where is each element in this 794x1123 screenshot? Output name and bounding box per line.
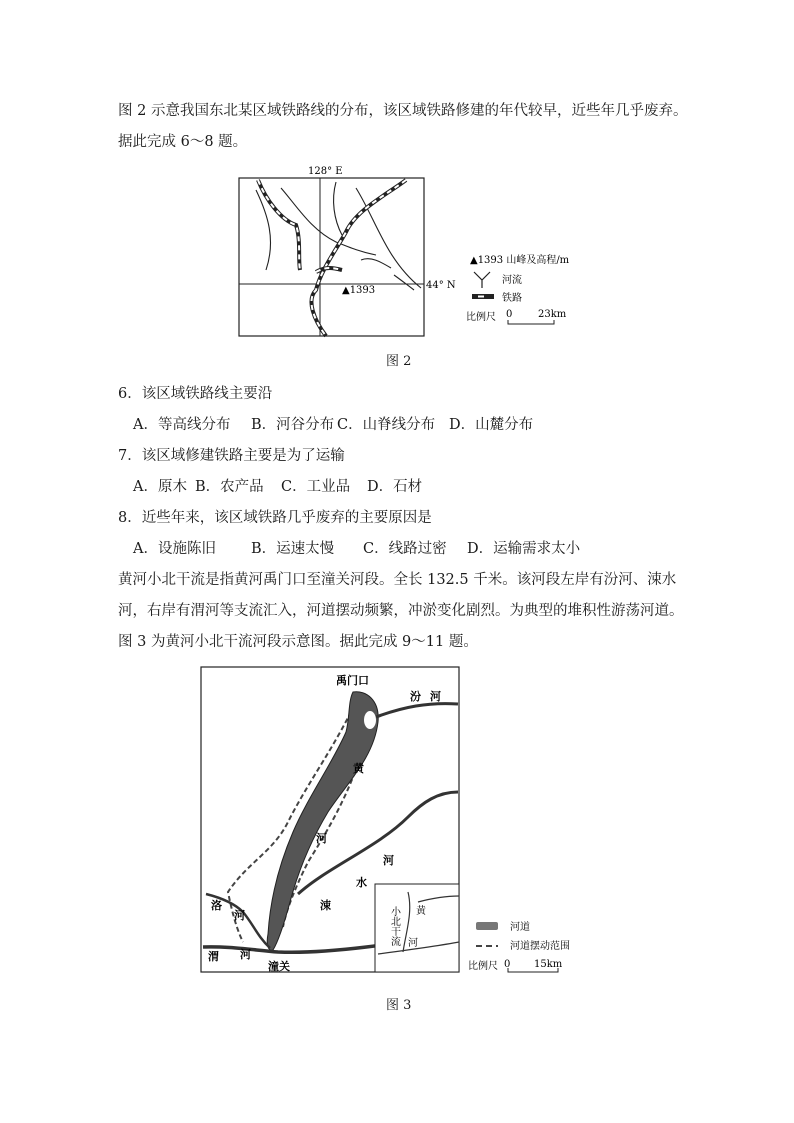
legend-scale-zero-3: 0 (504, 959, 511, 970)
q8-option-c[interactable]: C．线路过密 (363, 541, 447, 557)
inset-label-xbg: 小北干流 (388, 906, 400, 946)
label-su-shui: 水 (356, 876, 367, 889)
q6-option-c[interactable]: C．山脊线分布 (337, 417, 436, 433)
inset-label-huang: 黄 (416, 906, 426, 917)
question-8-stem: 8．近些年来，该区域铁路几乎废弃的主要原因是 (118, 510, 432, 526)
label-wei-he: 河 (240, 948, 251, 961)
label-yumenkou: 禹门口 (336, 674, 369, 687)
q7-option-a[interactable]: A．原木 (133, 479, 187, 495)
label-wei: 渭 (208, 950, 219, 963)
intro-paragraph-2: 黄河小北干流是指黄河禹门口至潼关河段。全长 132.5 千米。该河段左岸有汾河、涑水河，右岸有渭河等支流汇入，河道摆动频繁，冲淤变化剧烈。为典型的堆积性游荡河道。图 3 为黄河小北干流河段示意图。据此完成 9～11 题。 (118, 572, 684, 650)
river-legend-icon (474, 272, 490, 288)
question-7-stem: 7．该区域修建铁路主要是为了运输 (118, 448, 345, 464)
q7-option-d[interactable]: D．石材 (367, 479, 423, 495)
legend-peak: ▲1393 山峰及高程/m (470, 255, 570, 266)
figure-2-legend (466, 253, 570, 324)
legend-scale-label: 比例尺 (466, 312, 496, 323)
legend-scale-label-3: 比例尺 (468, 961, 498, 972)
longitude-label: 128° E (308, 166, 343, 177)
q8-option-a[interactable]: A．设施陈旧 (133, 541, 216, 557)
rivers (256, 182, 421, 290)
label-su: 涑 (320, 899, 331, 912)
q6-option-d[interactable]: D．山麓分布 (449, 417, 534, 433)
legend-river: 河流 (502, 275, 522, 286)
label-luo: 洛 (211, 899, 222, 912)
legend-scale-zero: 0 (506, 309, 513, 320)
question-8-options (133, 539, 580, 559)
label-fen1: 汾 (410, 690, 421, 703)
label-su-he: 河 (383, 854, 394, 867)
legend-swing: 河道摆动范围 (510, 941, 570, 952)
swing-range-left (228, 697, 358, 942)
scale-bar (508, 320, 554, 324)
channel-legend-icon (476, 922, 498, 930)
label-fen2: 河 (430, 690, 441, 703)
figure-2-map (236, 160, 596, 340)
label-luo-he: 河 (234, 909, 245, 922)
inset-label-he: 河 (408, 938, 418, 949)
label-huang: 黄 (353, 762, 364, 775)
figure-2-caption: 图 2 (386, 354, 412, 369)
q7-option-b[interactable]: B．农产品 (195, 479, 264, 495)
inset-map (375, 884, 459, 972)
question-6-options (133, 415, 533, 435)
label-tongguan: 潼关 (268, 960, 290, 973)
question-6-stem: 6．该区域铁路线主要沿 (118, 386, 273, 402)
q8-option-d[interactable]: D．运输需求太小 (467, 541, 581, 557)
q6-option-a[interactable]: A．等高线分布 (133, 417, 231, 433)
latitude-label: 44° N (426, 280, 456, 291)
railways (258, 180, 406, 336)
q7-option-c[interactable]: C．工业品 (281, 479, 351, 495)
figure-3-caption: 图 3 (386, 998, 412, 1013)
question-7-options (133, 477, 422, 497)
intro-paragraph-1: 图 2 示意我国东北某区域铁路线的分布，该区域铁路修建的年代较早，近些年几乎废弃。据此完成 6～8 题。 (118, 103, 688, 150)
legend-scale-value-3: 15km (534, 959, 563, 970)
legend-rail: 铁路 (502, 293, 522, 304)
label-he: 河 (316, 832, 327, 845)
legend-channel: 河道 (510, 922, 530, 933)
figure-3-legend (468, 920, 570, 972)
legend-scale-value: 23km (538, 309, 567, 320)
q6-option-b[interactable]: B．河谷分布 (251, 417, 335, 433)
channel-island (364, 711, 376, 729)
peak-label: ▲1393 (342, 285, 376, 296)
q8-option-b[interactable]: B．运速太慢 (251, 541, 335, 557)
figure-3-map (198, 662, 598, 982)
